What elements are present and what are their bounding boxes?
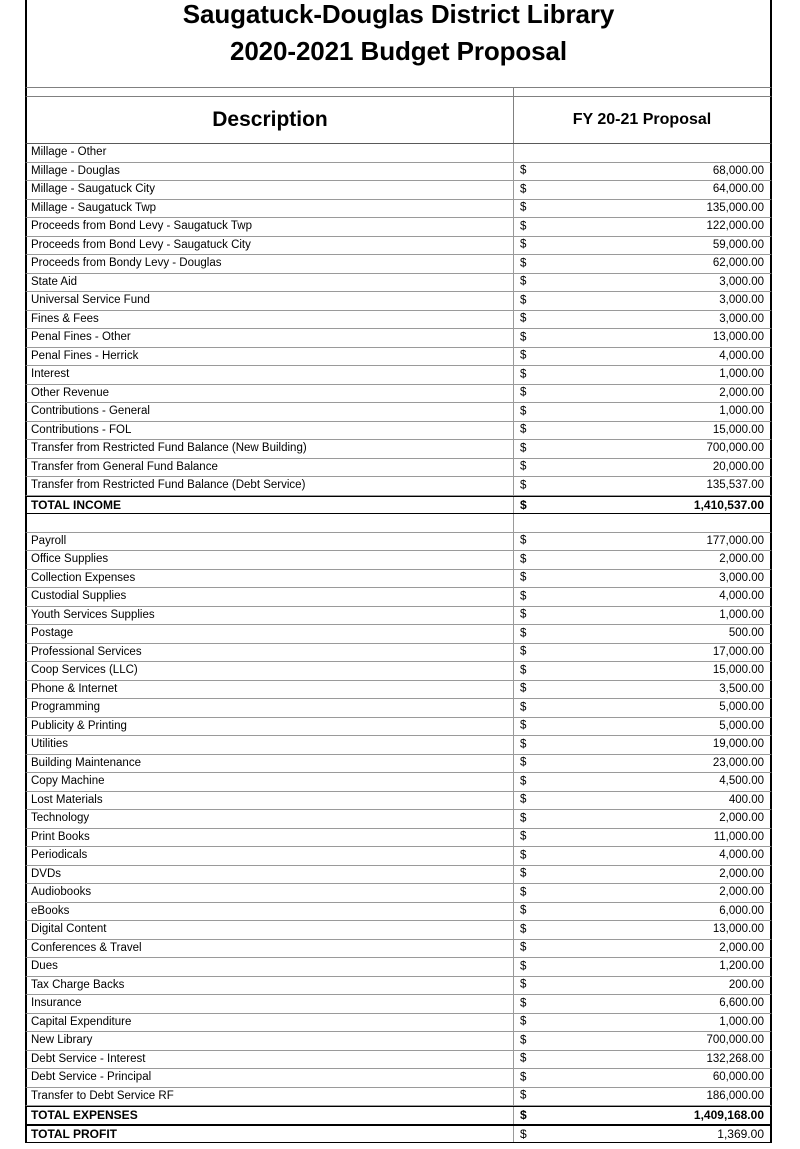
row-description: Postage xyxy=(27,625,514,643)
row-amount xyxy=(514,1032,770,1050)
amount-value: 1,000.00 xyxy=(719,608,764,621)
currency-symbol: $ xyxy=(520,830,527,843)
row-amount xyxy=(514,477,770,495)
row-description: TOTAL EXPENSES xyxy=(27,1107,514,1124)
row-description: eBooks xyxy=(27,903,514,921)
income-row xyxy=(25,422,772,441)
income-row xyxy=(25,200,772,219)
budget-spreadsheet xyxy=(25,0,772,1143)
row-description: DVDs xyxy=(27,866,514,884)
currency-symbol: $ xyxy=(520,960,527,972)
row-description: Other Revenue xyxy=(27,385,514,403)
expense-row xyxy=(25,792,772,811)
currency-symbol: $ xyxy=(520,719,527,732)
amount-value: 13,000.00 xyxy=(712,331,764,343)
row-amount xyxy=(514,921,770,939)
currency-symbol: $ xyxy=(520,775,527,787)
currency-symbol: $ xyxy=(520,553,527,565)
row-description: Insurance xyxy=(27,995,514,1013)
amount-value: 2,000.00 xyxy=(719,867,764,880)
row-description: Contributions - FOL xyxy=(27,422,514,440)
currency-symbol: $ xyxy=(520,460,527,473)
row-amount xyxy=(514,847,770,865)
currency-symbol: $ xyxy=(520,164,527,177)
row-description: Professional Services xyxy=(27,644,514,662)
table-header-row xyxy=(25,97,772,144)
amount-value: 3,000.00 xyxy=(719,571,764,584)
row-amount xyxy=(514,773,770,791)
amount-value: 135,000.00 xyxy=(706,201,764,214)
income-row xyxy=(25,274,772,293)
row-amount xyxy=(514,514,770,532)
expense-row xyxy=(25,829,772,848)
amount-value: 11,000.00 xyxy=(713,830,764,843)
row-amount xyxy=(514,1088,770,1106)
row-amount xyxy=(514,588,770,606)
row-amount xyxy=(514,1051,770,1069)
amount-value: 1,409,168.00 xyxy=(693,1108,764,1123)
row-amount xyxy=(514,497,770,514)
row-description: Millage - Douglas xyxy=(27,163,514,181)
row-amount xyxy=(514,533,770,551)
row-amount xyxy=(514,1107,770,1124)
row-amount xyxy=(514,422,770,440)
currency-symbol: $ xyxy=(520,497,527,512)
amount-value: 186,000.00 xyxy=(706,1089,764,1102)
amount-value: 2,000.00 xyxy=(719,886,764,898)
row-description: Conferences & Travel xyxy=(27,940,514,958)
amount-value: 2,000.00 xyxy=(719,812,764,824)
row-description: Publicity & Printing xyxy=(27,718,514,736)
amount-value: 177,000.00 xyxy=(706,534,764,547)
currency-symbol: $ xyxy=(520,756,527,769)
row-description xyxy=(27,514,514,532)
expense-row xyxy=(25,810,772,829)
amount-value: 2,000.00 xyxy=(719,941,764,954)
currency-symbol: $ xyxy=(520,442,527,454)
amount-value: 15,000.00 xyxy=(712,664,764,676)
amount-value: 4,000.00 xyxy=(719,849,764,861)
row-description: Penal Fines - Herrick xyxy=(27,348,514,366)
currency-symbol: $ xyxy=(520,275,527,288)
row-description: Custodial Supplies xyxy=(27,588,514,606)
row-amount xyxy=(514,958,770,976)
income-row xyxy=(25,181,772,200)
row-description: Capital Expenditure xyxy=(27,1014,514,1032)
total-profit-row xyxy=(25,1125,772,1144)
spacer-row-top xyxy=(25,88,772,97)
row-description: Proceeds from Bond Levy - Saugatuck City xyxy=(27,237,514,255)
expense-row xyxy=(25,570,772,589)
row-description: Utilities xyxy=(27,736,514,754)
income-row xyxy=(25,144,772,163)
expense-row xyxy=(25,903,772,922)
amount-value: 135,537.00 xyxy=(706,479,764,491)
row-amount xyxy=(514,181,770,199)
expense-row xyxy=(25,995,772,1014)
row-amount xyxy=(514,1069,770,1087)
currency-symbol: $ xyxy=(520,571,527,584)
row-description: Proceeds from Bondy Levy - Douglas xyxy=(27,255,514,273)
row-amount xyxy=(514,366,770,384)
amount-value: 3,000.00 xyxy=(719,294,764,306)
section-spacer-row xyxy=(25,514,772,533)
row-description: Phone & Internet xyxy=(27,681,514,699)
row-amount xyxy=(514,866,770,884)
amount-value: 4,000.00 xyxy=(719,349,764,362)
currency-symbol: $ xyxy=(520,1071,527,1083)
currency-symbol: $ xyxy=(520,183,527,195)
expense-row xyxy=(25,662,772,681)
row-description: Payroll xyxy=(27,533,514,551)
row-amount xyxy=(514,403,770,421)
amount-value: 59,000.00 xyxy=(712,238,764,251)
income-row xyxy=(25,163,772,182)
row-amount xyxy=(514,163,770,181)
column-header-amount: FY 20-21 Proposal xyxy=(572,111,712,128)
row-amount xyxy=(514,607,770,625)
spacer-cell-amount xyxy=(514,88,770,96)
row-description: Office Supplies xyxy=(27,551,514,569)
currency-symbol: $ xyxy=(520,312,527,325)
row-amount xyxy=(514,440,770,458)
row-description: Transfer from General Fund Balance xyxy=(27,459,514,477)
amount-value: 2,000.00 xyxy=(719,553,764,565)
row-description: Transfer to Debt Service RF xyxy=(27,1088,514,1106)
income-row xyxy=(25,348,772,367)
currency-symbol: $ xyxy=(520,534,527,547)
currency-symbol: $ xyxy=(520,368,527,380)
row-amount xyxy=(514,200,770,218)
row-description: New Library xyxy=(27,1032,514,1050)
expense-row xyxy=(25,940,772,959)
currency-symbol: $ xyxy=(520,645,527,658)
currency-symbol: $ xyxy=(520,978,527,991)
row-amount xyxy=(514,662,770,680)
row-amount xyxy=(514,1014,770,1032)
row-amount xyxy=(514,237,770,255)
amount-value: 122,000.00 xyxy=(706,220,764,232)
currency-symbol: $ xyxy=(520,608,527,621)
amount-value: 13,000.00 xyxy=(712,923,764,935)
income-row xyxy=(25,255,772,274)
currency-symbol: $ xyxy=(520,627,527,639)
row-description: Debt Service - Interest xyxy=(27,1051,514,1069)
row-description: Universal Service Fund xyxy=(27,292,514,310)
expense-row xyxy=(25,866,772,885)
row-description: Proceeds from Bond Levy - Saugatuck Twp xyxy=(27,218,514,236)
amount-value: 5,000.00 xyxy=(719,719,764,732)
row-amount xyxy=(514,348,770,366)
currency-symbol: $ xyxy=(520,238,527,251)
expense-row xyxy=(25,1088,772,1107)
row-description: Digital Content xyxy=(27,921,514,939)
amount-value: 500.00 xyxy=(728,627,764,639)
amount-value: 700,000.00 xyxy=(706,1034,764,1046)
currency-symbol: $ xyxy=(520,941,527,954)
amount-value: 19,000.00 xyxy=(712,738,764,750)
row-amount xyxy=(514,736,770,754)
column-header-amount-cell xyxy=(514,97,770,143)
income-row xyxy=(25,292,772,311)
row-amount xyxy=(514,551,770,569)
currency-symbol: $ xyxy=(520,701,527,713)
expense-row xyxy=(25,1014,772,1033)
currency-symbol: $ xyxy=(520,793,527,806)
expense-row xyxy=(25,1032,772,1051)
row-description: Lost Materials xyxy=(27,792,514,810)
row-amount xyxy=(514,1126,770,1143)
row-amount xyxy=(514,644,770,662)
income-row xyxy=(25,440,772,459)
currency-symbol: $ xyxy=(520,405,527,417)
document-title-line-1: Saugatuck-Douglas District Library xyxy=(182,0,615,29)
row-amount xyxy=(514,755,770,773)
income-row xyxy=(25,477,772,496)
row-amount xyxy=(514,810,770,828)
spacer-cell-description xyxy=(27,88,514,96)
row-description: Dues xyxy=(27,958,514,976)
row-amount xyxy=(514,792,770,810)
expense-row xyxy=(25,847,772,866)
expense-row xyxy=(25,625,772,644)
currency-symbol: $ xyxy=(520,849,527,861)
amount-value: 20,000.00 xyxy=(712,460,764,473)
document-title-line-2: 2020-2021 Budget Proposal xyxy=(229,35,568,66)
currency-symbol: $ xyxy=(520,386,527,399)
row-description: TOTAL INCOME xyxy=(27,497,514,514)
document-title-block xyxy=(25,0,772,88)
currency-symbol: $ xyxy=(520,220,527,232)
row-amount xyxy=(514,385,770,403)
row-amount xyxy=(514,311,770,329)
currency-symbol: $ xyxy=(520,1034,527,1046)
expense-row xyxy=(25,958,772,977)
currency-symbol: $ xyxy=(520,257,527,269)
currency-symbol: $ xyxy=(520,738,527,750)
currency-symbol: $ xyxy=(520,682,527,695)
currency-symbol: $ xyxy=(520,664,527,676)
row-description: Building Maintenance xyxy=(27,755,514,773)
row-description: Contributions - General xyxy=(27,403,514,421)
currency-symbol: $ xyxy=(520,867,527,880)
row-description: Print Books xyxy=(27,829,514,847)
row-description: Millage - Other xyxy=(27,144,514,162)
amount-value: 60,000.00 xyxy=(712,1071,764,1083)
row-description: Collection Expenses xyxy=(27,570,514,588)
row-amount xyxy=(514,995,770,1013)
expense-row xyxy=(25,736,772,755)
column-header-description-cell xyxy=(27,97,514,143)
row-amount xyxy=(514,903,770,921)
expense-row xyxy=(25,1051,772,1070)
currency-symbol: $ xyxy=(520,201,527,214)
amount-value: 2,000.00 xyxy=(719,386,764,399)
row-description: Coop Services (LLC) xyxy=(27,662,514,680)
amount-value: 17,000.00 xyxy=(712,645,764,658)
amount-value: 64,000.00 xyxy=(712,183,764,195)
currency-symbol: $ xyxy=(520,349,527,362)
row-description: Periodicals xyxy=(27,847,514,865)
currency-symbol: $ xyxy=(520,904,527,917)
expense-row xyxy=(25,1069,772,1088)
expense-row xyxy=(25,533,772,552)
expense-row xyxy=(25,644,772,663)
amount-value: 62,000.00 xyxy=(712,257,764,269)
amount-value: 5,000.00 xyxy=(719,701,764,713)
amount-value: 3,000.00 xyxy=(719,275,764,288)
total-expenses-row xyxy=(25,1106,772,1125)
row-description: Penal Fines - Other xyxy=(27,329,514,347)
expense-row xyxy=(25,588,772,607)
expense-row xyxy=(25,551,772,570)
currency-symbol: $ xyxy=(520,923,527,935)
amount-value: 3,500.00 xyxy=(719,682,764,695)
total-income-row xyxy=(25,496,772,515)
row-amount xyxy=(514,681,770,699)
table-body xyxy=(25,144,772,1143)
row-amount xyxy=(514,570,770,588)
income-row xyxy=(25,237,772,256)
row-amount xyxy=(514,274,770,292)
income-row xyxy=(25,218,772,237)
row-amount xyxy=(514,718,770,736)
expense-row xyxy=(25,718,772,737)
expense-row xyxy=(25,977,772,996)
income-row xyxy=(25,329,772,348)
currency-symbol: $ xyxy=(520,997,527,1009)
row-description: Copy Machine xyxy=(27,773,514,791)
currency-symbol: $ xyxy=(520,294,527,306)
amount-value: 400.00 xyxy=(728,793,764,806)
row-description: Transfer from Restricted Fund Balance (Debt Service) xyxy=(27,477,514,495)
row-description: Interest xyxy=(27,366,514,384)
currency-symbol: $ xyxy=(520,423,527,436)
expense-row xyxy=(25,773,772,792)
amount-value: 6,000.00 xyxy=(719,904,764,917)
amount-value: 1,200.00 xyxy=(719,960,764,972)
row-description: Tax Charge Backs xyxy=(27,977,514,995)
currency-symbol: $ xyxy=(520,1089,527,1102)
expense-row xyxy=(25,607,772,626)
amount-value: 15,000.00 xyxy=(712,423,764,436)
income-row xyxy=(25,403,772,422)
row-amount xyxy=(514,884,770,902)
column-header-description: Description xyxy=(212,108,328,131)
expense-row xyxy=(25,755,772,774)
row-description: Transfer from Restricted Fund Balance (New Building) xyxy=(27,440,514,458)
row-amount xyxy=(514,625,770,643)
amount-value: 3,000.00 xyxy=(719,312,764,325)
expense-row xyxy=(25,884,772,903)
row-description: Programming xyxy=(27,699,514,717)
row-description: Fines & Fees xyxy=(27,311,514,329)
row-amount xyxy=(514,829,770,847)
amount-value: 1,000.00 xyxy=(719,405,764,417)
row-description: Debt Service - Principal xyxy=(27,1069,514,1087)
amount-value: 6,600.00 xyxy=(719,997,764,1009)
amount-value: 68,000.00 xyxy=(712,164,764,177)
expense-row xyxy=(25,681,772,700)
row-amount xyxy=(514,699,770,717)
amount-value: 23,000.00 xyxy=(712,756,764,769)
income-row xyxy=(25,385,772,404)
currency-symbol: $ xyxy=(520,1015,527,1028)
row-description: Youth Services Supplies xyxy=(27,607,514,625)
row-amount xyxy=(514,255,770,273)
expense-row xyxy=(25,699,772,718)
income-row xyxy=(25,366,772,385)
amount-value: 1,000.00 xyxy=(719,368,764,380)
amount-value: 1,369.00 xyxy=(717,1126,764,1141)
income-row xyxy=(25,311,772,330)
row-description: Millage - Saugatuck Twp xyxy=(27,200,514,218)
amount-value: 4,500.00 xyxy=(719,775,764,787)
row-amount xyxy=(514,329,770,347)
currency-symbol: $ xyxy=(520,590,527,602)
amount-value: 1,000.00 xyxy=(719,1015,764,1028)
row-amount xyxy=(514,144,770,162)
row-description: Technology xyxy=(27,810,514,828)
row-description: TOTAL PROFIT xyxy=(27,1126,514,1143)
currency-symbol: $ xyxy=(520,812,527,824)
currency-symbol: $ xyxy=(520,1108,527,1123)
amount-value: 1,410,537.00 xyxy=(693,497,764,512)
currency-symbol: $ xyxy=(520,1126,527,1141)
row-amount xyxy=(514,218,770,236)
currency-symbol: $ xyxy=(520,331,527,343)
amount-value: 4,000.00 xyxy=(719,590,764,602)
row-amount xyxy=(514,940,770,958)
row-description: Audiobooks xyxy=(27,884,514,902)
currency-symbol: $ xyxy=(520,1052,527,1065)
currency-symbol: $ xyxy=(520,479,527,491)
currency-symbol: $ xyxy=(520,886,527,898)
amount-value: 132,268.00 xyxy=(706,1052,764,1065)
row-description: Millage - Saugatuck City xyxy=(27,181,514,199)
income-row xyxy=(25,459,772,478)
amount-value: 700,000.00 xyxy=(706,442,764,454)
amount-value: 200.00 xyxy=(728,978,764,991)
row-amount xyxy=(514,292,770,310)
expense-row xyxy=(25,921,772,940)
row-amount xyxy=(514,977,770,995)
row-description: State Aid xyxy=(27,274,514,292)
row-amount xyxy=(514,459,770,477)
